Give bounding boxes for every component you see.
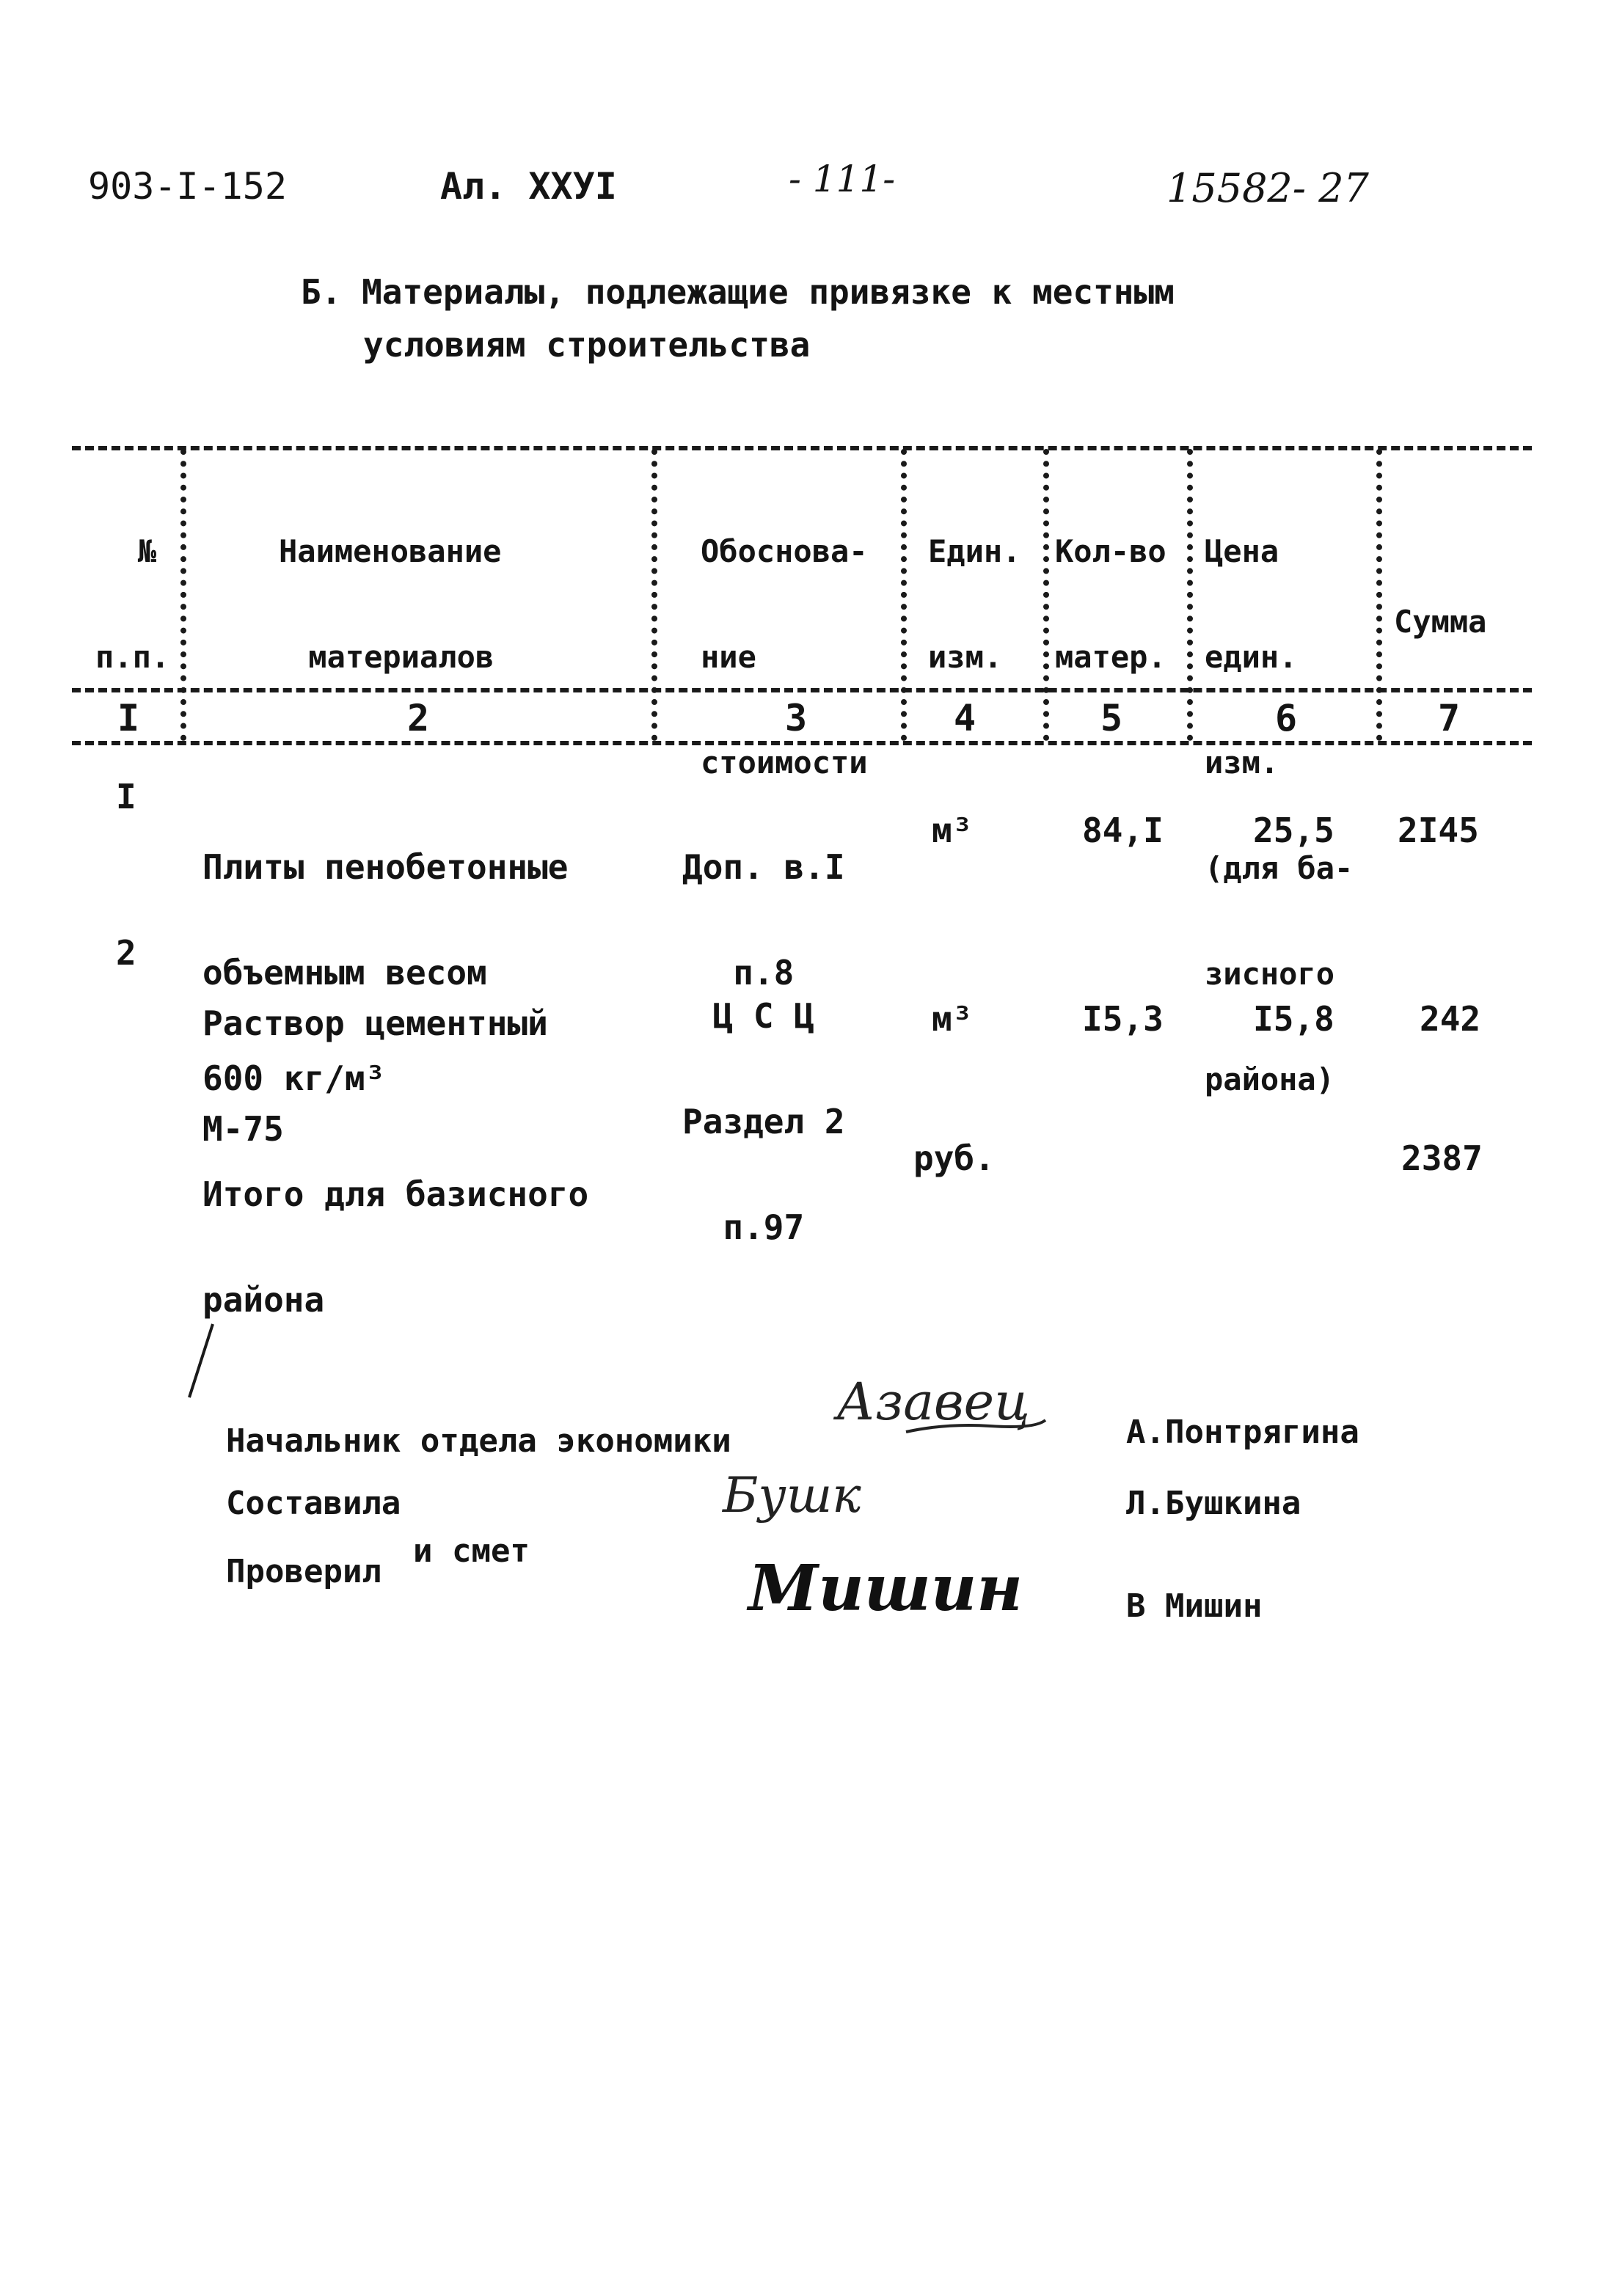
compiled-name: Л.Бушкина — [1126, 1485, 1301, 1522]
row1-price: 25,5 — [1253, 811, 1334, 850]
total-sum: 2387 — [1401, 1138, 1483, 1178]
checked-signature: Мишин — [748, 1551, 1023, 1626]
header-col4: Един. изм. — [928, 533, 1021, 675]
chief-title: Начальник отдела экономики и смет — [226, 1422, 731, 1570]
header-col5: Кол-во матер. — [1055, 533, 1166, 675]
row1-sum: 2I45 — [1398, 811, 1479, 850]
header-col6: Цена един. изм. (для ба- зисного района) — [1205, 533, 1354, 1097]
row2-qty: I5,3 — [1082, 999, 1164, 1039]
header-col2: Наименование материалов — [279, 533, 502, 675]
doc-number: 15582- 27 — [1166, 165, 1369, 211]
row2-name: Раствор цементный М-75 — [202, 1003, 548, 1149]
col-separator — [901, 449, 907, 741]
header-col7: Сумма — [1394, 604, 1487, 640]
row1-num: I — [116, 777, 136, 816]
chief-signature: Азавец — [836, 1372, 1030, 1432]
chief-name: А.Понтрягина — [1126, 1414, 1359, 1451]
checked-name: В Мишин — [1126, 1587, 1263, 1625]
col-separator — [180, 449, 186, 741]
compiled-label: Составила — [226, 1485, 401, 1522]
section-title-line1: Б. Материалы, подлежащие привязке к местным — [301, 272, 1175, 312]
row1-unit: м³ — [932, 811, 973, 850]
page-number: - 111- — [789, 158, 896, 200]
margin-slash-mark — [183, 1320, 220, 1401]
col-separator — [651, 449, 657, 741]
row2-unit: м³ — [932, 999, 973, 1039]
document-code: 903-I-152 — [88, 165, 287, 208]
column-number: 2 — [407, 697, 430, 739]
checked-label: Проверил — [226, 1553, 381, 1590]
row1-name: Плиты пенобетонные объемным весом 600 кг/м³ — [202, 847, 569, 1098]
row2-basis: Ц С Ц Раздел 2 п.97 — [682, 996, 845, 1247]
col-separator — [1187, 449, 1193, 741]
table-top-rule — [72, 446, 1532, 450]
total-label: Итого для базисного района — [202, 1174, 589, 1320]
col-separator — [1376, 449, 1382, 741]
row2-sum: 242 — [1420, 999, 1481, 1039]
album-number: Ал. XXУI — [440, 165, 617, 208]
column-number: 5 — [1100, 697, 1123, 739]
column-number: 7 — [1438, 697, 1461, 739]
row2-price: I5,8 — [1253, 999, 1334, 1039]
section-title-line2: условиям строительства — [363, 325, 811, 365]
compiled-signature: Бушк — [723, 1467, 861, 1524]
column-number: 4 — [954, 697, 976, 739]
column-number: I — [117, 697, 140, 739]
column-number: 6 — [1275, 697, 1298, 739]
col-separator — [1043, 449, 1049, 741]
header-col3: Обоснова- ние стоимости — [701, 533, 868, 780]
row1-basis: Доп. в.I п.8 — [682, 847, 845, 992]
chief-signature-stroke — [902, 1416, 1049, 1438]
column-number: 3 — [785, 697, 808, 739]
total-unit: руб. — [913, 1138, 995, 1178]
row2-num: 2 — [116, 933, 136, 973]
header-col1: № п.п. — [95, 533, 170, 675]
row1-qty: 84,I — [1082, 811, 1164, 850]
